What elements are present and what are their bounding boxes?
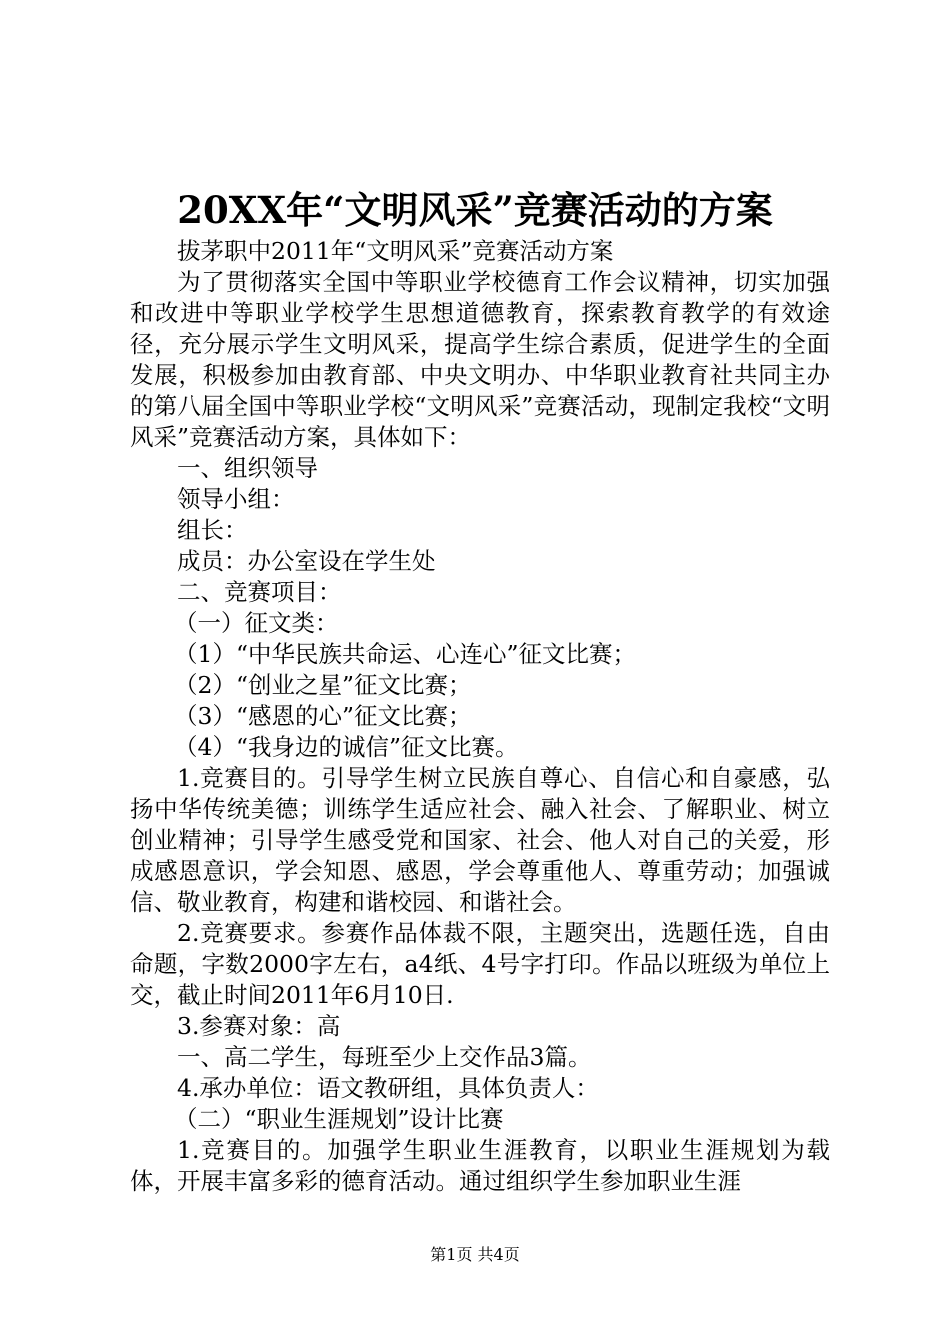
organizer-line: 4.承办单位：语文教研组，具体负责人： <box>177 1074 599 1102</box>
members-line: 成员：办公室设在学生处 <box>177 547 436 575</box>
section-heading-items: 二、竞赛项目： <box>177 578 342 606</box>
essay-item-4: （4）“我身边的诚信”征文比赛。 <box>174 733 519 761</box>
essay-item-2: （2）“创业之星”征文比赛； <box>174 671 472 699</box>
intro-paragraph: 为了贯彻落实全国中等职业学校德育工作会议精神，切实加强和改进中等职业学校学生思想道德教育，探索教育教学的有效途径，充分展示学生文明风采，提高学生综合素质，促进学生的全面发展，积极参加由教育部、中央文明办、中华职业教育社共同主办的第八届全国中等职业学校“文明风采”竞赛活动，现制定我校“文明风采”竞赛活动方案，具体如下： <box>130 268 830 451</box>
essay-item-3: （3）“感恩的心”征文比赛； <box>174 702 472 730</box>
section-heading-organization: 一、组织领导 <box>177 454 318 482</box>
participants-detail-line: 一、高二学生，每班至少上交作品3篇。 <box>177 1043 592 1071</box>
page-indicator: 第1页 共4页 <box>430 1245 520 1264</box>
document-body <box>130 236 830 1197</box>
group-leader-line: 组长： <box>177 516 248 544</box>
subsection-career-planning: （二）“职业生涯规划”设计比赛 <box>174 1105 504 1133</box>
essay-item-1: （1）“中华民族共命运、心连心”征文比赛； <box>174 640 636 668</box>
participants-line: 3.参赛对象：高 <box>177 1012 341 1040</box>
subsection-essay: （一）征文类： <box>174 609 339 637</box>
career-purpose-paragraph: 1.竞赛目的。加强学生职业生涯教育，以职业生涯规划为载体，开展丰富多彩的德育活动。通过组织学生参加职业生涯 <box>130 1136 830 1195</box>
essay-requirements-paragraph: 2.竞赛要求。参赛作品体裁不限，主题突出，选题任选，自由命题，字数2000字左右，a4纸、4号字打印。作品以班级为单位上交，截止时间2011年6月10日. <box>130 919 830 1009</box>
essay-purpose-paragraph: 1.竞赛目的。引导学生树立民族自尊心、自信心和自豪感，弘扬中华传统美德；训练学生适应社会、融入社会、了解职业、树立创业精神；引导学生感受党和国家、社会、他人对自己的关爱，形成感恩意识，学会知恩、感恩，学会尊重他人、尊重劳动；加强诚信、敬业教育，构建和谐校园、和谐社会。 <box>130 764 830 916</box>
leadership-group-line: 领导小组： <box>177 485 295 513</box>
document-title: 20XX年“文明风采”竞赛活动的方案 <box>177 188 773 232</box>
plan-subtitle: 拔茅职中2011年“文明风采”竞赛活动方案 <box>177 237 614 265</box>
